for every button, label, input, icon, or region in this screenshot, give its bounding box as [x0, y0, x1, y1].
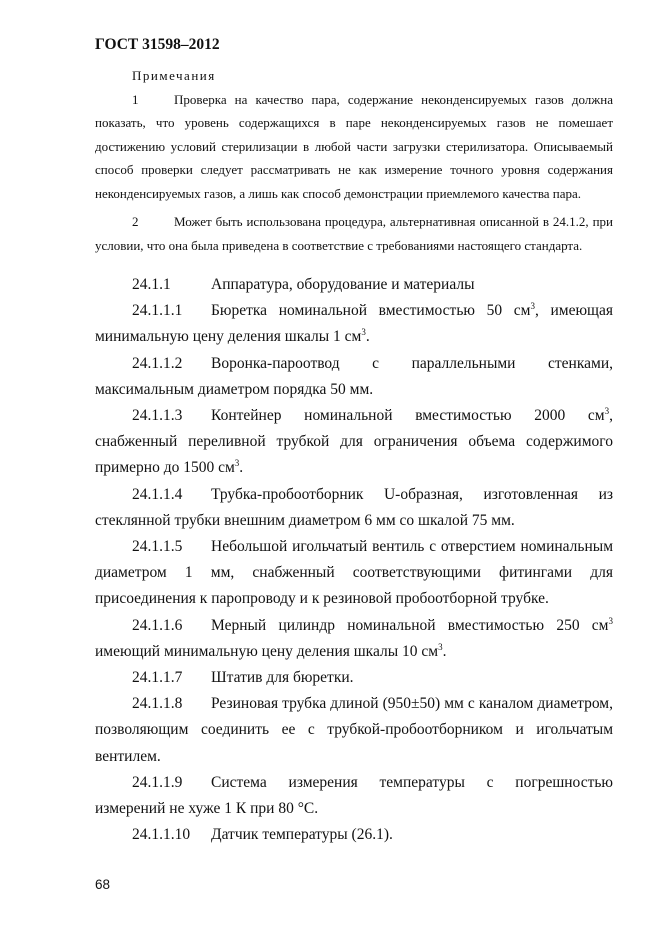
clause-number: 24.1.1.4: [132, 485, 183, 503]
note-text: Проверка на качество пара, содержание неконденсируемых газов должна показать, что уровень содержащихся в паре неконденсируемых газов не помешает достижению условий стерилизации в любой части загрузки стерилизатора. Описываемый способ проверки следует рассматривать не как измерение точного уровня содержания неконденсируемых газов, а лишь как способ демонстрации приемлемого качества пара.: [95, 91, 613, 201]
clause-number: 24.1.1.9: [132, 773, 183, 791]
clause-number: 24.1.1.3: [132, 407, 183, 425]
note-number: 2: [132, 214, 139, 229]
clause-text: Контейнер номинальной вместимостью 2000 $см^3$, снабженный переливной трубкой для ограничения объема содержимого примерно до 1500 $см^3$.: [95, 405, 613, 477]
clause-text: Система измерения температуры с погрешностью измерений не хуже 1 К при 80 °С.: [95, 773, 613, 818]
clause-text: Трубка-пробоотборник U-образная, изготовленная из стеклянной трубки внешним диаметром 6 мм со шкалой 75 мм.: [95, 485, 613, 529]
clause-number: 24.1.1.6: [132, 616, 183, 634]
clause-list: [95, 272, 613, 848]
clause-item: [95, 298, 613, 350]
clause-item: [95, 351, 613, 403]
clause-item: [95, 403, 613, 482]
clause-number: 24.1.1.1: [132, 302, 183, 320]
clause-text: Резиновая трубка длиной (950±50) мм с каналом диаметром, позволяющим соединить ее с трубкой-пробоотборником и игольчатым вентилем.: [95, 695, 613, 765]
clause-item: [95, 613, 613, 665]
clause-text: Небольшой игольчатый вентиль с отверстием номинальным диаметром 1 мм, снабженный соответствующими фитингами для присоединения к паропроводу и к резиновой пробоотборной трубке.: [95, 538, 613, 608]
note-item: [95, 210, 613, 257]
clause-item: [95, 665, 613, 691]
note-number: 1: [132, 91, 139, 107]
clause-number: 24.1.1.2: [132, 354, 183, 372]
clause-number: 24.1.1.5: [132, 538, 183, 556]
clause-item: [95, 822, 613, 848]
clause-text: Аппаратура, оборудование и материалы: [211, 276, 475, 293]
clause-item: [95, 272, 613, 298]
clause-number: 24.1.1.10: [132, 826, 191, 844]
clause-text: Воронка-пароотвод с параллельными стенками, максимальным диаметром порядка 50 мм.: [95, 354, 613, 398]
clause-number: 24.1.1: [132, 276, 171, 293]
clause-item: [95, 534, 613, 613]
note-text: Может быть использована процедура, альтернативная описанной в 24.1.2, при условии, что она была приведена в соответствие с требованиями настоящего стандарта.: [95, 214, 613, 253]
clause-text: Датчик температуры (26.1).: [211, 826, 393, 844]
clause-text: Штатив для бюретки.: [211, 669, 354, 687]
document-header: ГОСТ 31598–2012: [95, 36, 220, 53]
clause-text: Бюретка номинальной вместимостью 50 $см^3$, имеющая минимальную цену деления шкалы 1 $см^3$.: [95, 301, 613, 346]
clause-item: [95, 770, 613, 822]
clause-text: Мерный цилиндр номинальной вместимостью 250 $см^3$ имеющий минимальную цену деления шкалы 10 $см^3$.: [95, 615, 613, 660]
note-item: [95, 88, 613, 206]
clause-item: [95, 691, 613, 770]
clause-item: [95, 482, 613, 534]
page-number: 68: [95, 877, 111, 892]
notes-section: [95, 64, 613, 257]
notes-title: Примечания: [132, 68, 216, 83]
clause-number: 24.1.1.8: [132, 695, 183, 713]
clause-number: 24.1.1.7: [132, 669, 183, 687]
